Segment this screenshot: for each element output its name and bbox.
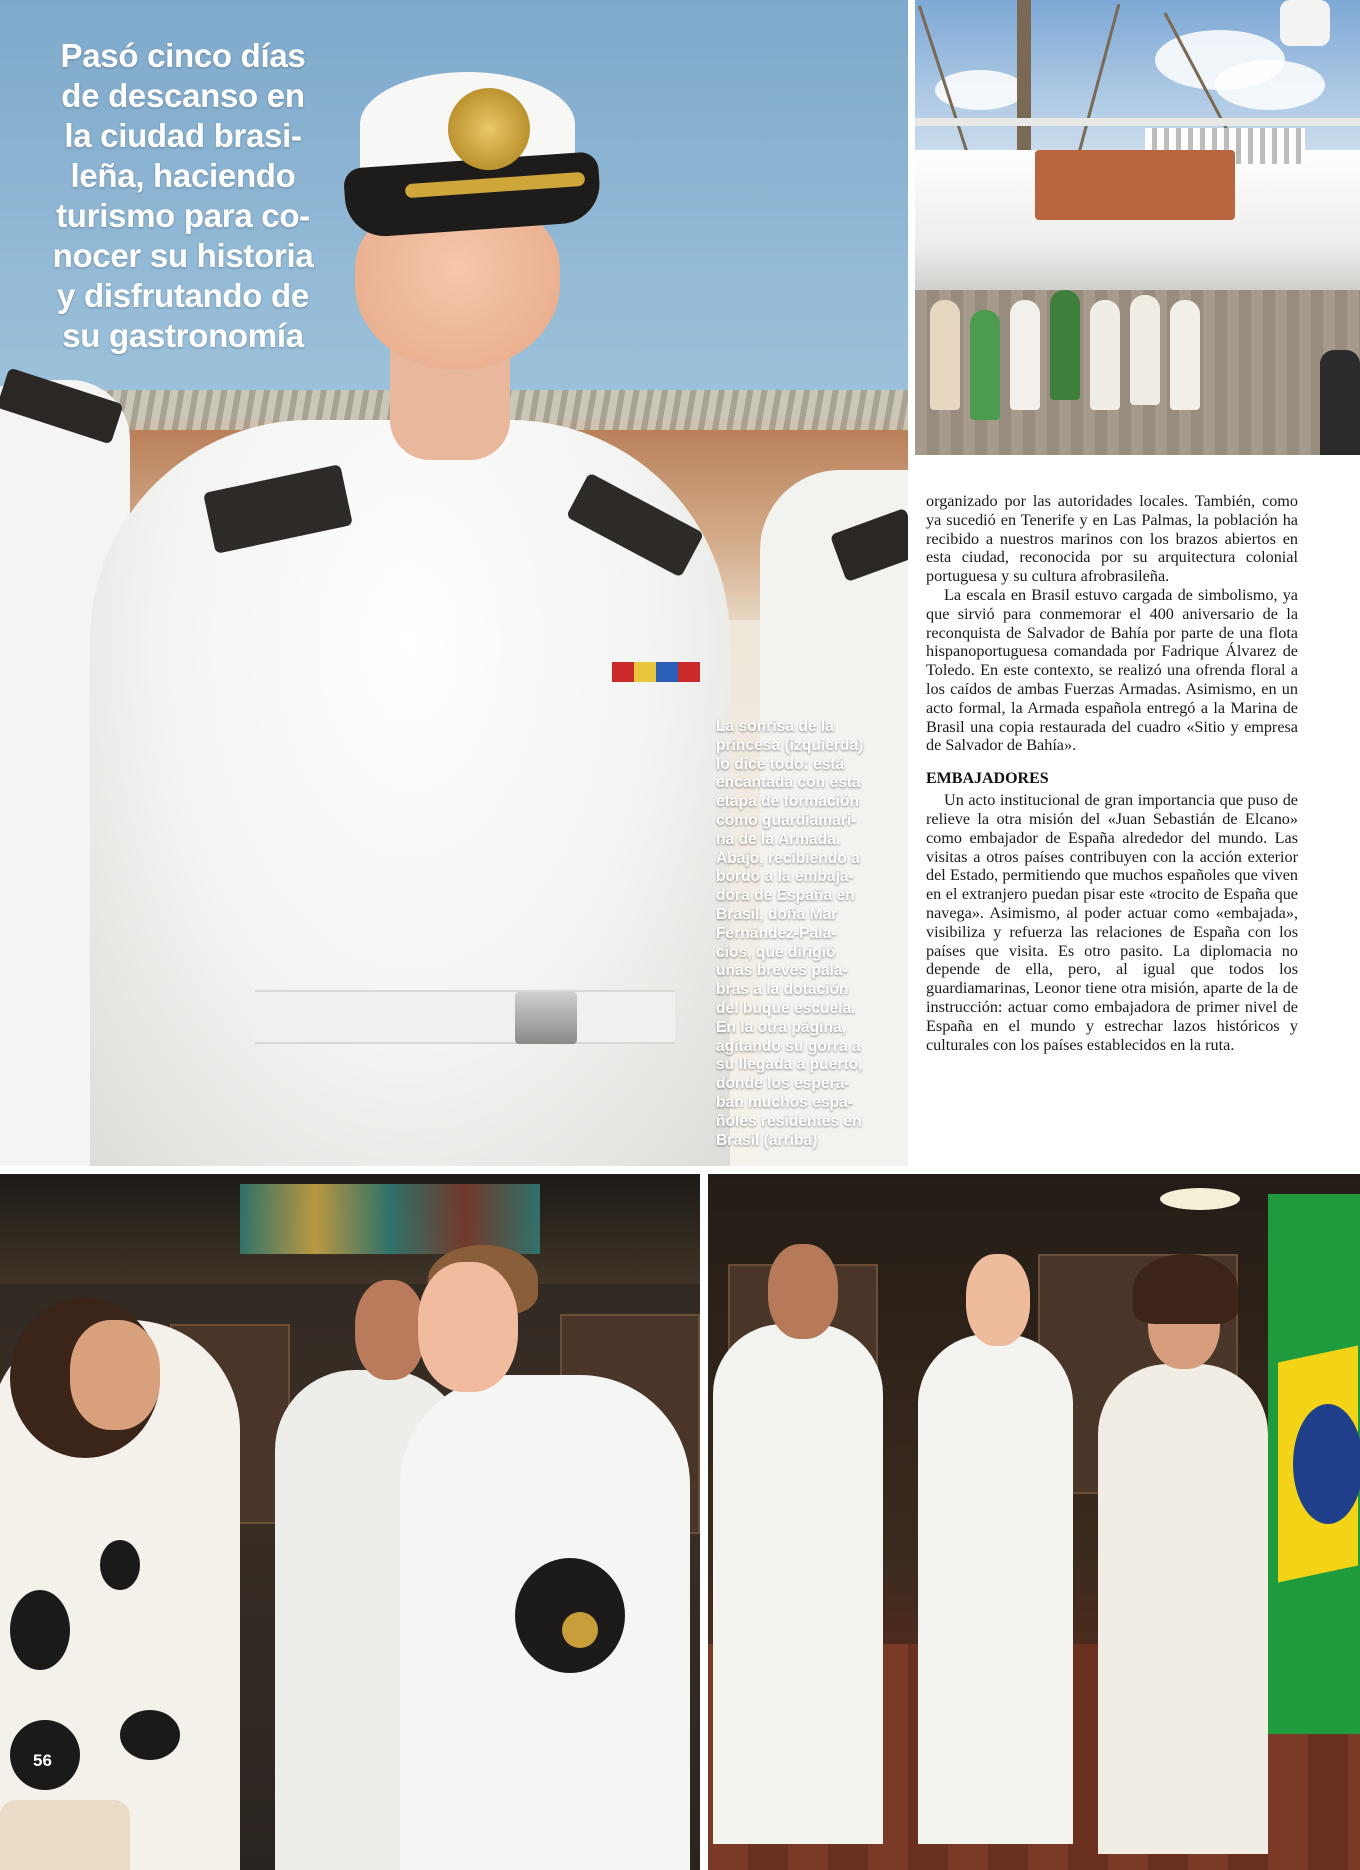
officer-face [768, 1244, 838, 1339]
dancer [970, 310, 1000, 420]
brazil-flag-globe [1293, 1404, 1360, 1524]
ambassador-face [70, 1320, 160, 1430]
princess-figure [918, 1334, 1073, 1844]
princess-face [966, 1254, 1030, 1346]
cap-badge-icon [448, 88, 530, 170]
uniform-belt [255, 990, 675, 1044]
dancer [1090, 300, 1120, 410]
article-text-column [912, 474, 1312, 1158]
dress-polka-dot [120, 1710, 180, 1760]
ship-rail [915, 118, 1360, 126]
dancer [1050, 290, 1080, 400]
handbag [0, 1800, 130, 1870]
headline: Pasó cinco días de descanso en la ciudad brasi- leña, haciendo turismo para co- nocer su historia y disfrutando de su gastronomía [52, 37, 314, 354]
article-paragraph: Un acto institucional de gran importancia que puso de relieve la otra misión del «Juan Sebastián de Elcano» como embajador de España alrededor del mundo. Las visitas a otros países contribuyen con la acción exterior del Estado, permitiendo que muchos españoles que viven en el extranjero puedan pisar este «trocito de España que navega». Asimismo, al poder actuar como «embajada», visibiliza y refuerza las relaciones de España con los países que visita. Es otro pasito. La diplomacia no depende de ella, pero, al igual que todos los guardiamarinas, Leonor tiene otra misión, aparte de la de instrucción: actuar como embajadora de primer nivel de España en el mundo y estrechar lazos históricos y culturales con los países establecidos en la ruta. [926, 791, 1298, 1054]
cap-badge-icon [562, 1612, 598, 1648]
group-photo [708, 1174, 1360, 1870]
officer-face [355, 1280, 425, 1380]
dancer [1130, 295, 1160, 405]
article-paragraph: La escala en Brasil estuvo cargada de simbolismo, ya que sirvió para conmemorar el 400 aniversario de la reconquista de Salvador de Bahía por parte de una flota hispanoportuguesa comandada por Fadrique Álvarez de Toledo. En este contexto, se realizó una ofrenda floral a los caídos de ambas Fuerzas Armadas. Asimismo, en un acto formal, la Armada española entregó a la Marina de Brasil una copia restaurada del cuadro «Sitio y empresa de Salvador de Bahía». [926, 585, 1298, 755]
dancer [930, 300, 960, 410]
ceiling-lamp [1160, 1188, 1240, 1210]
article-subheading: EMBAJADORES [926, 770, 1049, 788]
ship-radar-dome [1280, 0, 1330, 46]
medal-ribbons [612, 662, 700, 682]
dancer [1170, 300, 1200, 410]
princess-face [418, 1262, 518, 1392]
page-number: 56 [33, 1751, 52, 1770]
ambassador-hair [1133, 1254, 1238, 1324]
ambassador-figure [1098, 1364, 1268, 1854]
officer-figure [713, 1324, 883, 1844]
photographer [1320, 350, 1360, 455]
article-paragraph: organizado por las autoridades locales. También, como ya sucedió en Tenerife y en Las Palmas, la población ha recibido a nuestros marinos con los brazos abiertos en esta ciudad, reconocida por su arquitectura colonial portuguesa y su cultura afrobrasileña. [926, 492, 1298, 586]
dress-polka-dot [10, 1590, 70, 1670]
ship-deckhouse [1035, 150, 1235, 220]
ship-arrival-photo [915, 0, 1360, 455]
stained-glass-skylight [240, 1184, 540, 1254]
photo-caption: La sonrisa de la princesa (izquierda) lo dice todo: está encantada con esta etapa de formación como guardiamari- na de la Armada. Abajo, recibiendo a bordo a la embaja- dora de España en Brasil, doña Mar Fernández-Pala- cios, que dirigió unas breves pala- bras a la dotación del buque escuela. En la otra página, agitando su gorra a su llegada a puerto, donde los espera- ban muchos espa- ñoles residentes en Brasil (arriba) [716, 718, 864, 1149]
belt-buckle [515, 992, 577, 1044]
dress-polka-dot [100, 1540, 140, 1590]
cloud [1215, 60, 1325, 110]
dancer [1010, 300, 1040, 410]
